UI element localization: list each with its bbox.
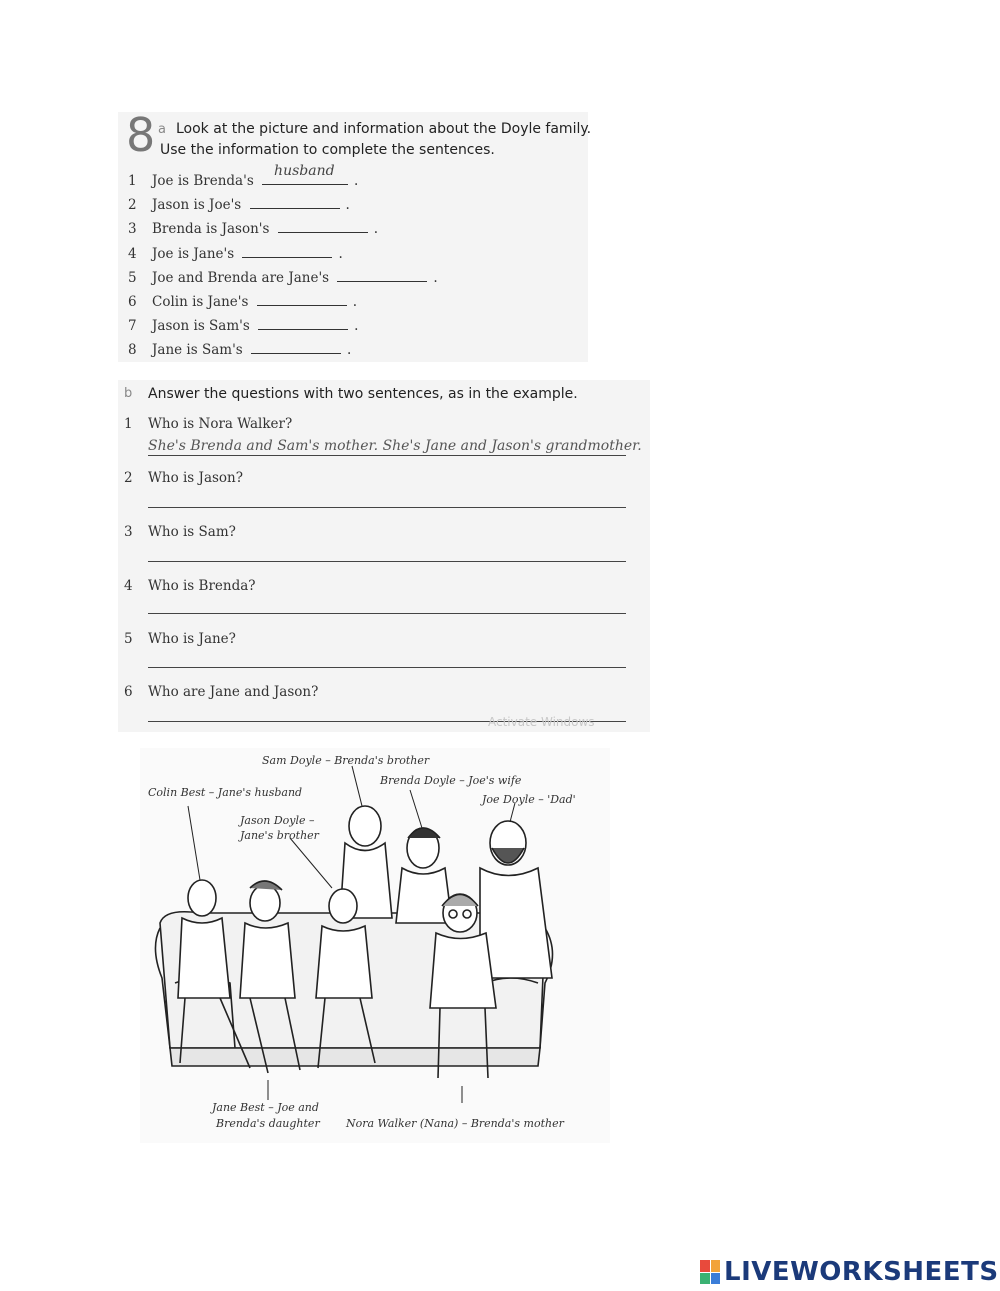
answer-blank[interactable] xyxy=(251,341,341,354)
sentence-text: Brenda is Jason's xyxy=(152,221,270,237)
sentence-text: Joe is Jane's xyxy=(152,246,235,262)
question-2 xyxy=(124,470,243,486)
handwritten-answer: husband xyxy=(274,163,335,179)
caption-brenda: Brenda Doyle – Joe's wife xyxy=(380,774,522,787)
brand-name: LIVEWORKSHEETS xyxy=(724,1257,999,1287)
answer-line[interactable] xyxy=(148,613,626,614)
sentence-number: 2 xyxy=(128,197,137,213)
sentence-row xyxy=(128,293,357,310)
family-drawing xyxy=(140,748,610,1143)
answer-blank[interactable] xyxy=(258,317,348,330)
sentence-text: Jason is Joe's xyxy=(152,197,242,213)
sentence-row xyxy=(128,269,438,286)
exercise-b-panel xyxy=(118,380,650,732)
question-number: 5 xyxy=(124,631,133,647)
question-5 xyxy=(124,631,236,647)
answer-blank[interactable] xyxy=(337,269,427,282)
question-6 xyxy=(124,684,318,700)
sentence-text: Joe is Brenda's xyxy=(152,173,254,189)
sentence-number: 6 xyxy=(128,294,137,310)
sentence-number: 8 xyxy=(128,342,137,358)
sentence-period: . xyxy=(354,318,359,334)
question-text: Who is Brenda? xyxy=(148,578,256,594)
sentence-row xyxy=(128,341,351,358)
sentence-row xyxy=(128,245,343,262)
question-3 xyxy=(124,524,236,540)
answer-blank[interactable] xyxy=(278,220,368,233)
sentence-number: 4 xyxy=(128,246,137,262)
activate-windows-watermark: Activate Windows xyxy=(488,715,595,729)
caption-joe: Joe Doyle – 'Dad' xyxy=(482,793,576,806)
sentence-row xyxy=(128,317,358,334)
caption-jane-line1: Jane Best – Joe and xyxy=(212,1101,319,1114)
family-illustration xyxy=(140,748,610,1143)
answer-line[interactable] xyxy=(148,455,626,456)
liveworksheets-logo xyxy=(700,1257,999,1287)
exercise-a-label: a xyxy=(158,122,166,137)
question-text: Who are Jane and Jason? xyxy=(148,684,319,700)
question-number: 6 xyxy=(124,684,133,700)
exercise-b-label: b xyxy=(124,386,133,401)
question-number: 4 xyxy=(124,578,133,594)
sentence-period: . xyxy=(354,173,359,189)
sentence-text: Colin is Jane's xyxy=(152,294,249,310)
question-number: 1 xyxy=(124,416,133,432)
answer-blank[interactable] xyxy=(257,293,347,306)
exercise-a-instruction-2: Use the information to complete the sentences. xyxy=(160,142,495,158)
exercise-b-instruction: Answer the questions with two sentences, as in the example. xyxy=(148,386,578,402)
question-text: Who is Sam? xyxy=(148,524,236,540)
sentence-period: . xyxy=(347,342,352,358)
caption-jane-line2: Brenda's daughter xyxy=(216,1117,320,1130)
sentence-text: Joe and Brenda are Jane's xyxy=(152,270,330,286)
answer-line[interactable] xyxy=(148,507,626,508)
question-text: Who is Nora Walker? xyxy=(148,416,293,432)
sentence-row xyxy=(128,220,378,237)
sentence-row xyxy=(128,163,359,189)
answer-line[interactable] xyxy=(148,667,626,668)
sentence-period: . xyxy=(373,221,379,237)
exercise-number: 8 xyxy=(126,108,156,162)
caption-jason-line2: Jane's brother xyxy=(240,829,319,842)
sentence-number: 3 xyxy=(128,221,137,237)
sentence-period: . xyxy=(352,294,357,310)
exercise-a-instruction-1: Look at the picture and information about the Doyle family. xyxy=(176,121,592,137)
sentence-period: . xyxy=(433,270,438,286)
sentence-number: 5 xyxy=(128,270,137,286)
answer-blank[interactable] xyxy=(250,196,340,209)
sentence-row xyxy=(128,196,350,213)
sentence-number: 7 xyxy=(128,318,137,334)
sentence-text: Jason is Sam's xyxy=(152,318,250,334)
caption-sam: Sam Doyle – Brenda's brother xyxy=(262,754,430,767)
sentence-period: . xyxy=(338,246,343,262)
caption-nora: Nora Walker (Nana) – Brenda's mother xyxy=(346,1117,564,1130)
question-text: Who is Jason? xyxy=(148,470,243,486)
answer-line[interactable] xyxy=(148,561,626,562)
answer-blank[interactable] xyxy=(242,245,332,258)
question-number: 2 xyxy=(124,470,133,486)
question-4 xyxy=(124,578,256,594)
example-answer: She's Brenda and Sam's mother. She's Jane and Jason's grandmother. xyxy=(148,438,642,454)
sentence-number: 1 xyxy=(128,173,137,189)
question-1 xyxy=(124,416,292,432)
caption-colin: Colin Best – Jane's husband xyxy=(148,786,303,799)
caption-jason-line1: Jason Doyle – xyxy=(240,814,315,827)
liveworksheets-logo-icon xyxy=(700,1260,720,1284)
sentence-text: Jane is Sam's xyxy=(152,342,243,358)
question-number: 3 xyxy=(124,524,133,540)
question-text: Who is Jane? xyxy=(148,631,236,647)
sentence-period: . xyxy=(345,197,350,213)
answer-blank[interactable] xyxy=(262,163,348,185)
